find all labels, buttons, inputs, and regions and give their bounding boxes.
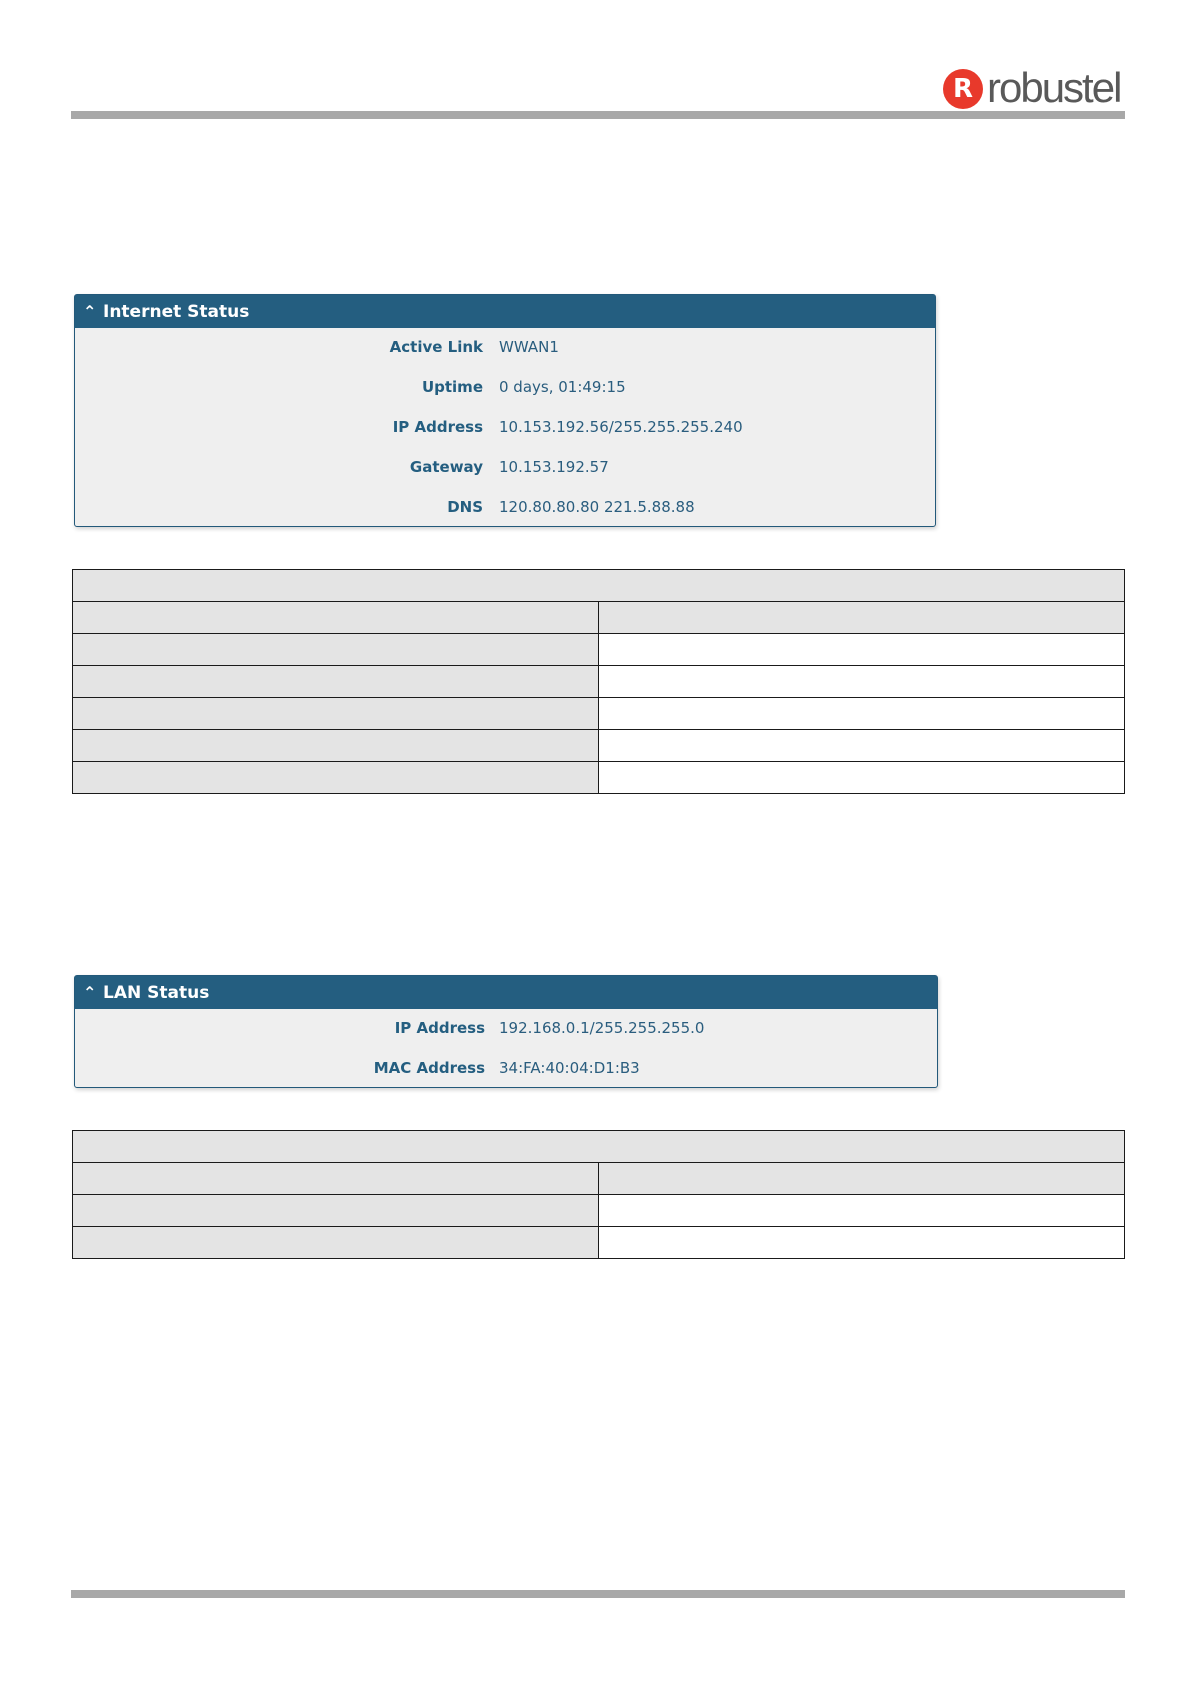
table-cell xyxy=(73,1195,599,1227)
table-row xyxy=(73,1195,1125,1227)
ip-address-value: 10.153.192.56/255.255.255.240 xyxy=(499,418,743,436)
table-row xyxy=(73,1227,1125,1259)
table-row xyxy=(73,666,1125,698)
lan-status-panel xyxy=(74,975,938,1088)
table-header-row xyxy=(73,570,1125,602)
internet-status-table xyxy=(72,569,1125,794)
table-cell xyxy=(73,698,599,730)
internet-status-title: Internet Status xyxy=(103,302,250,322)
robustel-logo xyxy=(943,66,1123,112)
table-row xyxy=(73,602,1125,634)
lan-row-mac-address xyxy=(75,1049,937,1087)
active-link-value: WWAN1 xyxy=(499,338,559,356)
footer-divider xyxy=(71,1590,1125,1598)
uptime-value: 0 days, 01:49:15 xyxy=(499,378,626,396)
table-cell xyxy=(73,634,599,666)
gateway-label: Gateway xyxy=(409,458,483,476)
chevron-up-icon[interactable]: ⌃ xyxy=(83,302,97,321)
internet-status-panel xyxy=(74,294,936,527)
mac-address-value: 34:FA:40:04:D1:B3 xyxy=(499,1059,640,1077)
ip-address-label: IP Address xyxy=(392,418,483,436)
uptime-label: Uptime xyxy=(421,378,483,396)
gateway-value: 10.153.192.57 xyxy=(499,458,609,476)
status-row-active-link xyxy=(75,328,935,368)
mac-address-label: MAC Address xyxy=(373,1059,485,1077)
table-cell xyxy=(599,730,1125,762)
header-divider xyxy=(71,111,1125,119)
table-header-cell xyxy=(73,570,1125,602)
table-row xyxy=(73,698,1125,730)
lan-status-title: LAN Status xyxy=(103,983,210,1003)
table-header-row xyxy=(73,1131,1125,1163)
internet-status-header[interactable] xyxy=(75,295,935,328)
table-row xyxy=(73,730,1125,762)
table-header-cell xyxy=(73,1131,1125,1163)
dns-value: 120.80.80.80 221.5.88.88 xyxy=(499,498,695,516)
table-cell xyxy=(599,762,1125,794)
table-cell xyxy=(599,1163,1125,1195)
table-cell xyxy=(599,634,1125,666)
table-cell xyxy=(599,1227,1125,1259)
dns-label: DNS xyxy=(447,498,483,516)
active-link-label: Active Link xyxy=(389,338,483,356)
lan-ip-address-value: 192.168.0.1/255.255.255.0 xyxy=(499,1019,705,1037)
table-cell xyxy=(73,730,599,762)
status-row-dns xyxy=(75,488,935,526)
table-cell xyxy=(599,666,1125,698)
status-row-uptime xyxy=(75,368,935,408)
table-row xyxy=(73,634,1125,666)
lan-ip-address-label: IP Address xyxy=(394,1019,485,1037)
status-row-ip-address xyxy=(75,408,935,448)
status-row-gateway xyxy=(75,448,935,488)
lan-row-ip-address xyxy=(75,1009,937,1049)
logo-wordmark: robustel xyxy=(987,64,1121,111)
table-cell xyxy=(73,1227,599,1259)
table-cell xyxy=(73,602,599,634)
lan-status-header[interactable] xyxy=(75,976,937,1009)
table-row xyxy=(73,1163,1125,1195)
chevron-up-icon[interactable]: ⌃ xyxy=(83,983,97,1002)
table-cell xyxy=(73,666,599,698)
table-cell xyxy=(73,1163,599,1195)
table-cell xyxy=(599,698,1125,730)
lan-status-table xyxy=(72,1130,1125,1259)
logo-mark: R xyxy=(943,69,983,109)
table-cell xyxy=(73,762,599,794)
table-cell xyxy=(599,602,1125,634)
table-cell xyxy=(599,1195,1125,1227)
table-row xyxy=(73,762,1125,794)
